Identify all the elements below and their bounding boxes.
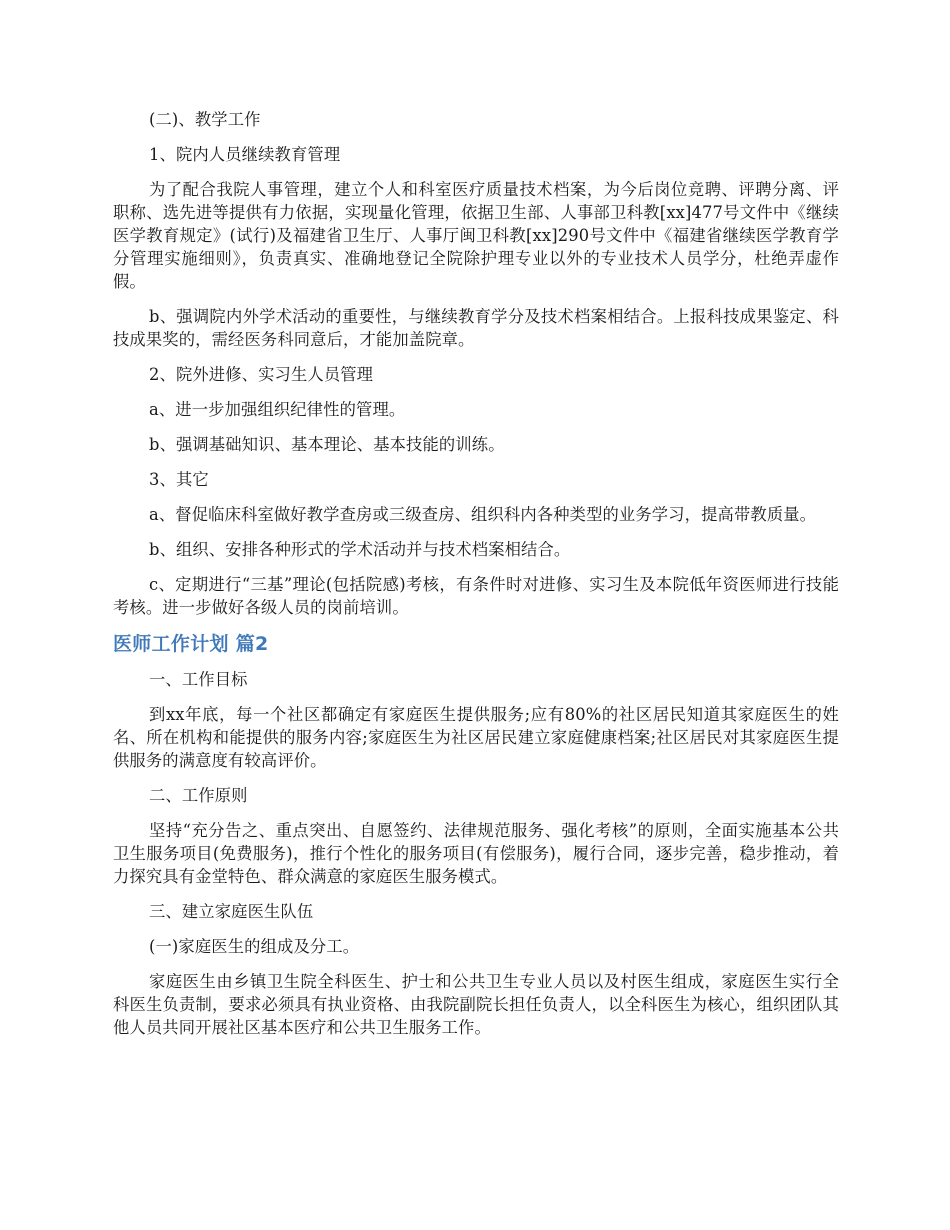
item-heading-external-trainees: 2、院外进修、实习生人员管理 — [149, 365, 374, 384]
item-heading-continuing-education: 1、院内人员继续教育管理 — [149, 145, 341, 164]
list-item-academic-events: b、组织、安排各种形式的学术活动并与技术档案相结合。 — [149, 540, 571, 559]
section-title-plan-2: 医师工作计划 篇2 — [113, 633, 269, 655]
list-item-basic-training: b、强调基础知识、基本理论、基本技能的训练。 — [149, 435, 505, 454]
paragraph-team-composition-body: 家庭医生由乡镇卫生院全科医生、护士和公共卫生专业人员以及村医生组成，家庭医生实行全科医生负责制，要求必须具有执业资格、由我院副院长担任负责人，以全科医生为核心，组织团队其他人员共同开展社区基本医疗和公共卫生服务工作。 — [113, 972, 839, 1037]
list-item-teaching-rounds: a、督促临床科室做好教学查房或三级查房、组织科内各种类型的业务学习，提高带教质量。 — [149, 505, 817, 524]
subheading-work-goals: 一、工作目标 — [149, 670, 248, 689]
document-page — [113, 108, 839, 1051]
item-heading-other: 3、其它 — [149, 470, 209, 489]
paragraph-continuing-education-body: 为了配合我院人事管理，建立个人和科室医疗质量技术档案，为今后岗位竞聘、评聘分离、评职称、选先进等提供有力依据，实现量化管理，依据卫生部、人事部卫科教[xx]477号文件中《继续医学教育规定》(试行)及福建省卫生厅、人事厅闽卫科教[xx]290号文件中《福建省继续医学教育学分管理实施细则》，负责真实、准确地登记全院除护理专业以外的专业技术人员学分，杜绝弄虚作假。 — [113, 180, 839, 291]
subheading-teaching-work: (二)、教学工作 — [149, 110, 261, 129]
paragraph-work-principles-body: 坚持“充分告之、重点突出、自愿签约、法律规范服务、强化考核”的原则，全面实施基本公共卫生服务项目(免费服务)，推行个性化的服务项目(有偿服务)，履行合同，逐步完善，稳步推动，着力探究具有金堂特色、群众满意的家庭医生服务模式。 — [113, 821, 839, 886]
paragraph-academic-activities: b、强调院内外学术活动的重要性，与继续教育学分及技术档案相结合。上报科技成果鉴定、科技成果奖的，需经医务科同意后，才能加盖院章。 — [113, 307, 839, 349]
subheading-work-principles: 二、工作原则 — [149, 786, 248, 805]
paragraph-work-goals-body: 到xx年底，每一个社区都确定有家庭医生提供服务;应有80%的社区居民知道其家庭医生的姓名、所在机构和能提供的服务内容;家庭医生为社区居民建立家庭健康档案;社区居民对其家庭医生提供服务的满意度有较高评价。 — [113, 705, 839, 770]
subheading-team-composition: (一)家庭医生的组成及分工。 — [149, 937, 360, 956]
subheading-family-doctor-team: 三、建立家庭医生队伍 — [149, 902, 314, 921]
list-item-three-basics-exam: c、定期进行“三基”理论(包括院感)考核，有条件时对进修、实习生及本院低年资医师进行技能考核。进一步做好各级人员的岗前培训。 — [113, 575, 839, 617]
list-item-discipline: a、进一步加强组织纪律性的管理。 — [149, 400, 406, 419]
